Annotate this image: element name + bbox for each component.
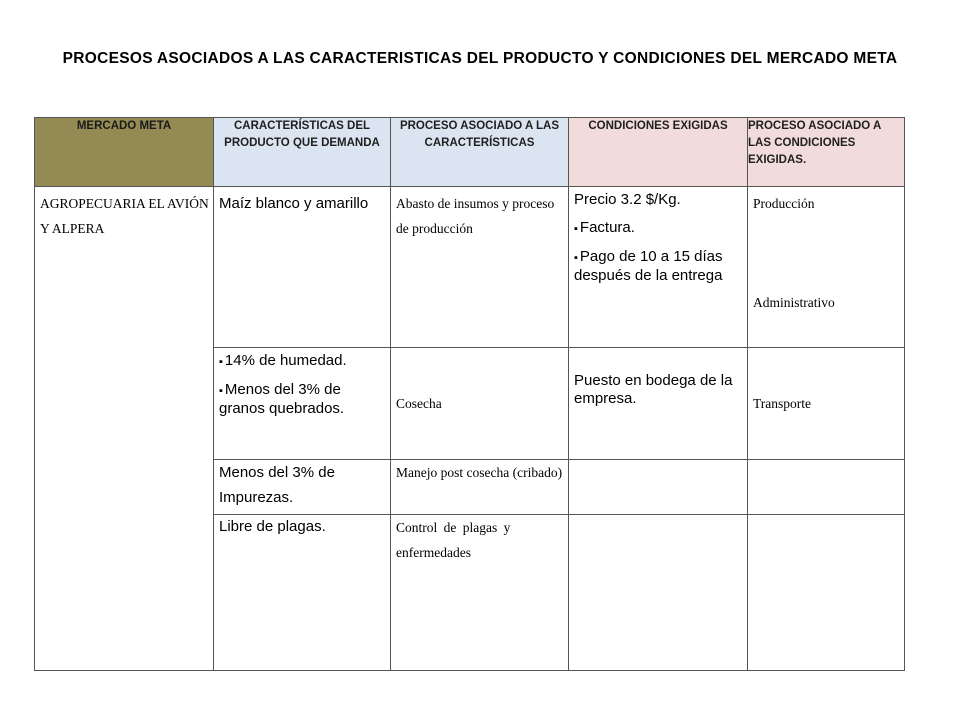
proceso-condiciones-cell: [748, 460, 905, 515]
condiciones-cell: [569, 460, 748, 515]
caracteristica-item: [219, 381, 386, 418]
caracteristica-cell: [214, 460, 391, 515]
proceso-cell: [391, 515, 569, 671]
proceso-condicion-item: Producción: [753, 196, 815, 211]
caracteristica-cell: [214, 187, 391, 348]
proceso-cell: [391, 460, 569, 515]
caracteristica-cell: [214, 515, 391, 671]
mercado-cell: [35, 187, 214, 671]
caracteristica-text: 14% de humedad.: [224, 352, 347, 369]
condiciones-cell: [569, 515, 748, 671]
condicion-text: Puesto en bodega de la empresa.: [574, 372, 733, 407]
condicion-item: [574, 219, 743, 238]
proceso-condiciones-cell: [748, 515, 905, 671]
header-caracteristicas: CARACTERÍSTICAS DEL PRODUCTO QUE DEMANDA: [214, 118, 391, 187]
condicion-text: Pago de 10 a 15 días después de la entrega: [574, 248, 723, 284]
process-table: [34, 117, 905, 671]
caracteristica-text: Menos del 3% de granos quebrados.: [219, 381, 345, 417]
condicion-item: Precio 3.2 $/Kg.: [574, 191, 681, 208]
header-proceso-condiciones: PROCESO ASOCIADO A LAS CONDICIONES EXIGIDAS.: [748, 118, 905, 187]
proceso-condiciones-cell: [748, 348, 905, 460]
condiciones-cell: [569, 348, 748, 460]
condicion-item: [574, 248, 743, 285]
proceso-text: Abasto de insumos y proceso de producción: [396, 196, 555, 236]
caracteristica-text: Menos del 3% de Impurezas.: [219, 464, 335, 506]
proceso-condicion-list: [748, 187, 904, 319]
proceso-condiciones-cell: [748, 187, 905, 348]
header-condiciones: CONDICIONES EXIGIDAS: [569, 118, 748, 187]
page-title: PROCESOS ASOCIADOS A LAS CARACTERISTICAS DEL PRODUCTO Y CONDICIONES DEL MERCADO META: [62, 50, 898, 67]
proceso-condicion-item: Administrativo: [753, 295, 835, 310]
proceso-text: Control de plagas y enfermedades: [396, 520, 511, 560]
caracteristica-item: [219, 352, 386, 371]
condiciones-cell: [569, 187, 748, 348]
proceso-text: Manejo post cosecha (cribado): [396, 465, 563, 480]
header-row: [35, 118, 905, 187]
header-mercado-meta: MERCADO META: [35, 118, 214, 187]
condicion-text: Factura.: [579, 219, 635, 236]
mercado-text: AGROPECUARIA EL AVIÓN Y ALPERA: [40, 196, 209, 236]
caracteristica-text: Libre de plagas.: [219, 518, 326, 535]
proceso-cell: [391, 348, 569, 460]
proceso-condicion-text: Transporte: [753, 396, 812, 411]
table-row: [35, 187, 905, 348]
caracteristica-cell: [214, 348, 391, 460]
header-proceso-caracteristicas: PROCESO ASOCIADO A LAS CARACTERÍSTICAS: [391, 118, 569, 187]
caracteristica-text: Maíz blanco y amarillo: [219, 195, 369, 212]
proceso-cell: [391, 187, 569, 348]
condiciones-list: [569, 187, 747, 289]
proceso-text: Cosecha: [396, 396, 442, 411]
caracteristica-list: [214, 348, 390, 422]
